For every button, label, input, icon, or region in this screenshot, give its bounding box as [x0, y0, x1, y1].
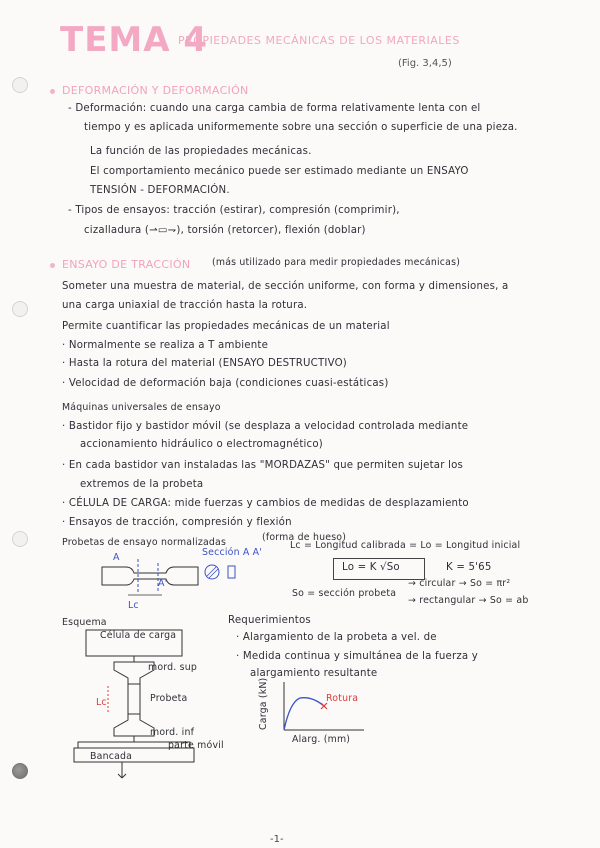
- text-line: · Hasta la rotura del material (ENSAYO DESTRUCTIVO): [62, 358, 347, 369]
- page-title: TEMA 4: [60, 20, 209, 60]
- lc-definition: Lc = Longitud calibrada = Lo = Longitud inicial: [290, 540, 521, 551]
- specimen-label: Probeta: [150, 693, 188, 704]
- label-lc: Lc: [128, 600, 139, 611]
- upper-grip-label: mord. sup: [148, 662, 198, 673]
- page-reference: (Fig. 3,4,5): [398, 58, 452, 69]
- text-line: · Bastidor fijo y bastidor móvil (se desplaza a velocidad controlada mediante: [62, 421, 469, 432]
- text-line: una carga uniaxial de tracción hasta la rotura.: [62, 300, 308, 311]
- text-line: - Deformación: cuando una carga cambia de forma relativamente lenta con el: [68, 103, 481, 114]
- so-definition: So = sección probeta: [292, 588, 397, 599]
- graph-xlabel: Alarg. (mm): [292, 734, 351, 745]
- page-subtitle: PROPIEDADES MECÁNICAS DE LOS MATERIALES: [178, 34, 460, 47]
- moving-part-label: parte móvil: [168, 740, 224, 751]
- page-number: -1-: [270, 834, 284, 845]
- base-label: Bancada: [90, 751, 133, 762]
- subsection-title: Máquinas universales de ensayo: [62, 402, 221, 413]
- rectangular-section: → rectangular → So = ab: [408, 595, 529, 606]
- label-a-prime: A': [158, 578, 168, 589]
- bullet-icon: [50, 89, 55, 94]
- text-line: Someter una muestra de material, de sección uniforme, con forma y dimensiones, a: [62, 281, 509, 292]
- lower-grip-label: mord. inf: [150, 727, 195, 738]
- section-title: DEFORMACIÓN Y DEFORMACIÓN: [62, 84, 249, 97]
- text-line: TENSIÓN - DEFORMACIÓN.: [90, 185, 230, 196]
- text-line: · Ensayos de tracción, compresión y flexión: [62, 517, 292, 528]
- requirement-item: · Alargamiento de la probeta a vel. de: [236, 632, 437, 643]
- section-label: Sección A A': [202, 547, 263, 558]
- rupture-label: Rotura: [326, 693, 359, 704]
- section-note: (más utilizado para medir propiedades mecánicas): [212, 257, 461, 268]
- shape-note: (forma de hueso): [262, 532, 347, 543]
- text-line: El comportamiento mecánico puede ser estimado mediante un ENSAYO: [90, 166, 469, 177]
- text-line: La función de las propiedades mecánicas.: [90, 146, 312, 157]
- graph-ylabel: Carga (kN): [258, 677, 269, 730]
- binder-hole: [12, 301, 28, 317]
- load-cell-label: Célula de carga: [100, 630, 177, 641]
- binder-hole: [12, 763, 28, 779]
- text-line: - Tipos de ensayos: tracción (estirar), compresión (comprimir),: [68, 205, 400, 216]
- text-line: accionamiento hidráulico o electromagnético): [80, 439, 323, 450]
- text-line: Permite cuantificar las propiedades mecánicas de un material: [62, 321, 390, 332]
- requirements-title: Requerimientos: [228, 615, 311, 626]
- binder-hole: [12, 531, 28, 547]
- text-line: cizalladura (⇀▭⇁), torsión (retorcer), flexión (doblar): [84, 225, 366, 236]
- load-elongation-sketch: [278, 680, 374, 736]
- label-a: A: [113, 552, 120, 563]
- text-line: · En cada bastidor van instaladas las "MORDAZAS" que permiten sujetar los: [62, 460, 464, 471]
- binder-hole: [12, 77, 28, 93]
- testing-machine-diagram: [72, 628, 202, 798]
- circular-section: → circular → So = πr²: [408, 578, 511, 589]
- section-title: ENSAYO DE TRACCIÓN: [62, 258, 191, 271]
- k-value: K = 5'65: [446, 562, 492, 573]
- specimen-diagram: [100, 555, 200, 615]
- cross-section-icons: [204, 563, 240, 583]
- diagram-title: Esquema: [62, 617, 107, 628]
- text-line: extremos de la probeta: [80, 479, 204, 490]
- text-line: tiempo y es aplicada uniformemente sobre una sección o superficie de una pieza.: [84, 122, 518, 133]
- text-line: · Normalmente se realiza a T ambiente: [62, 340, 269, 351]
- formula: Lo = K √So: [342, 562, 400, 573]
- text-line: · CÉLULA DE CARGA: mide fuerzas y cambios de medidas de desplazamiento: [62, 498, 469, 509]
- requirement-item: alargamiento resultante: [250, 668, 378, 679]
- lc-label: Lc: [96, 697, 107, 708]
- subsection-title: Probetas de ensayo normalizadas: [62, 537, 227, 548]
- text-line: · Velocidad de deformación baja (condiciones cuasi-estáticas): [62, 378, 389, 389]
- requirement-item: · Medida continua y simultánea de la fuerza y: [236, 651, 478, 662]
- bullet-icon: [50, 263, 55, 268]
